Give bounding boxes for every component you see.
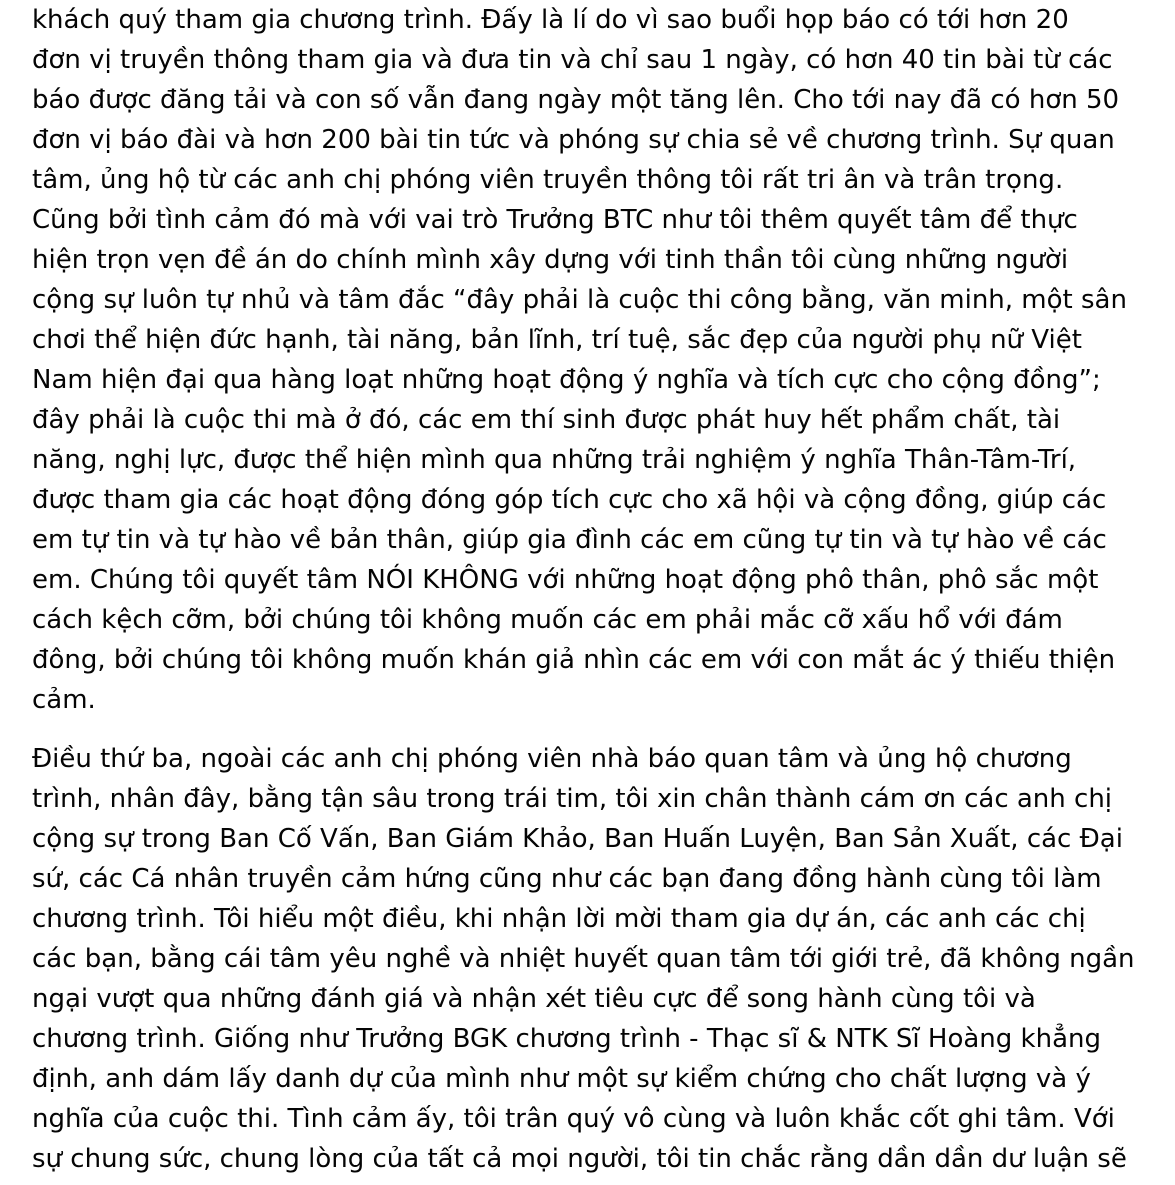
text-line: năng, nghị lực, được thể hiện mình qua những trải nghiệm ý nghĩa Thân-Tâm-Trí, — [32, 445, 1077, 475]
text-line: sứ, các Cá nhân truyền cảm hứng cũng như các bạn đang đồng hành cùng tôi làm — [32, 864, 1102, 894]
text-line: báo được đăng tải và con số vẫn đang ngày một tăng lên. Cho tới nay đã có hơn 50 — [32, 85, 1120, 115]
text-line: ngại vượt qua những đánh giá và nhận xét tiêu cực để song hành cùng tôi và — [32, 984, 1036, 1014]
text-line: cộng sự trong Ban Cố Vấn, Ban Giám Khảo, Ban Huấn Luyện, Ban Sản Xuất, các Đại — [32, 824, 1123, 854]
text-line: các bạn, bằng cái tâm yêu nghề và nhiệt huyết quan tâm tới giới trẻ, đã không ngần — [32, 944, 1135, 974]
text-line: định, anh dám lấy danh dự của mình như một sự kiểm chứng cho chất lượng và ý — [32, 1064, 1091, 1094]
text-line: chơi thể hiện đức hạnh, tài năng, bản lĩnh, trí tuệ, sắc đẹp của người phụ nữ Việt — [32, 325, 1082, 355]
text-line: đây phải là cuộc thi mà ở đó, các em thí sinh được phát huy hết phẩm chất, tài — [32, 405, 1061, 435]
post-body — [32, 0, 1157, 1185]
text-line: được tham gia các hoạt động đóng góp tích cực cho xã hội và cộng đồng, giúp các — [32, 485, 1107, 515]
text-line: tâm, ủng hộ từ các anh chị phóng viên truyền thông tôi rất tri ân và trân trọng. — [32, 165, 1064, 195]
text-line: sự chung sức, chung lòng của tất cả mọi người, tôi tin chắc rằng dần dần dư luận sẽ — [32, 1144, 1127, 1174]
text-line: Điều thứ ba, ngoài các anh chị phóng viên nhà báo quan tâm và ủng hộ chương — [32, 744, 1072, 774]
text-line: Cũng bởi tình cảm đó mà với vai trò Trưởng BTC như tôi thêm quyết tâm để thực — [32, 205, 1078, 235]
text-line: cách kệch cỡm, bởi chúng tôi không muốn các em phải mắc cỡ xấu hổ với đám — [32, 605, 1063, 635]
text-line: hiện trọn vẹn đề án do chính mình xây dựng với tinh thần tôi cùng những người — [32, 245, 1069, 275]
text-line: em. Chúng tôi quyết tâm NÓI KHÔNG với những hoạt động phô thân, phô sắc một — [32, 565, 1099, 595]
text-line: chương trình. Tôi hiểu một điều, khi nhận lời mời tham gia dự án, các anh các chị — [32, 904, 1086, 934]
post-paragraph — [32, 739, 1157, 1179]
post-paragraph — [32, 0, 1157, 720]
text-line: em tự tin và tự hào về bản thân, giúp gia đình các em cũng tự tin và tự hào về các — [32, 525, 1107, 555]
text-line: cộng sự luôn tự nhủ và tâm đắc “đây phải là cuộc thi công bằng, văn minh, một sân — [32, 285, 1127, 315]
text-line: trình, nhân đây, bằng tận sâu trong trái tim, tôi xin chân thành cám ơn các anh chị — [32, 784, 1113, 814]
text-line: chương trình. Giống như Trưởng BGK chương trình - Thạc sĩ & NTK Sĩ Hoàng khẳng — [32, 1024, 1101, 1054]
text-line: đơn vị truyền thông tham gia và đưa tin và chỉ sau 1 ngày, có hơn 40 tin bài từ các — [32, 45, 1113, 75]
text-line: Nam hiện đại qua hàng loạt những hoạt động ý nghĩa và tích cực cho cộng đồng”; — [32, 365, 1101, 395]
text-line: khách quý tham gia chương trình. Đấy là lí do vì sao buổi họp báo có tới hơn 20 — [32, 5, 1069, 35]
text-line: cảm. — [32, 685, 96, 715]
text-line: đông, bởi chúng tôi không muốn khán giả nhìn các em với con mắt ác ý thiếu thiện — [32, 645, 1116, 675]
text-line: đơn vị báo đài và hơn 200 bài tin tức và phóng sự chia sẻ về chương trình. Sự quan — [32, 125, 1115, 155]
text-line: nghĩa của cuộc thi. Tình cảm ấy, tôi trân quý vô cùng và luôn khắc cốt ghi tâm. Với — [32, 1104, 1115, 1134]
